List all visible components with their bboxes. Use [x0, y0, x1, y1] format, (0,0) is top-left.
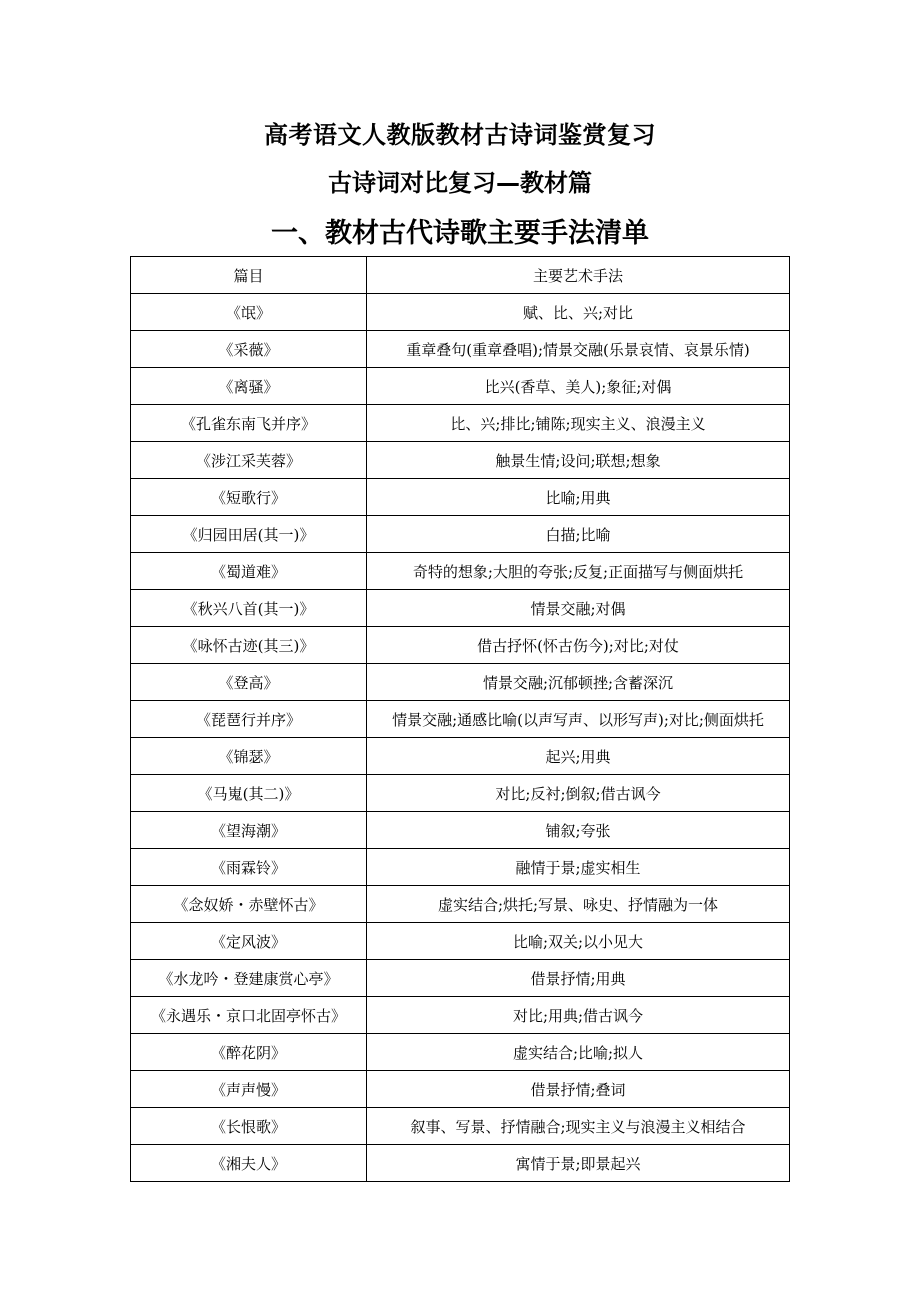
table-row: [131, 1071, 790, 1108]
table-row: [131, 516, 790, 553]
poem-title-cell: 《念奴娇・赤壁怀古》: [131, 886, 367, 923]
table-row: [131, 664, 790, 701]
table-row: [131, 997, 790, 1034]
poem-title-cell: 《涉江采芙蓉》: [131, 442, 367, 479]
technique-cell: 比喻;双关;以小见大: [367, 923, 790, 960]
poem-title-cell: 《登高》: [131, 664, 367, 701]
technique-cell: 重章叠句(重章叠唱);情景交融(乐景哀情、哀景乐情): [367, 331, 790, 368]
title-block: [0, 112, 920, 258]
technique-cell: 寓情于景;即景起兴: [367, 1145, 790, 1182]
table-row: [131, 1034, 790, 1071]
poem-title-cell: 《长恨歌》: [131, 1108, 367, 1145]
section-heading: 一、教材古代诗歌主要手法清单: [271, 218, 649, 249]
technique-cell: 比喻;用典: [367, 479, 790, 516]
document-title: 高考语文人教版教材古诗词鉴赏复习: [264, 121, 656, 149]
technique-cell: 对比;反衬;倒叙;借古讽今: [367, 775, 790, 812]
table-row: [131, 368, 790, 405]
poem-title-cell: 《琵琶行并序》: [131, 701, 367, 738]
poem-title-cell: 《声声慢》: [131, 1071, 367, 1108]
poem-title-cell: 《望海潮》: [131, 812, 367, 849]
poem-title-cell: 《定风波》: [131, 923, 367, 960]
technique-cell: 借景抒情;用典: [367, 960, 790, 997]
table-row: [131, 590, 790, 627]
table-row: [131, 1145, 790, 1182]
technique-cell: 情景交融;通感比喻(以声写声、以形写声);对比;侧面烘托: [367, 701, 790, 738]
header-cell-technique: 主要艺术手法: [367, 257, 790, 294]
table-row: [131, 553, 790, 590]
technique-cell: 借景抒情;叠词: [367, 1071, 790, 1108]
poem-title-cell: 《湘夫人》: [131, 1145, 367, 1182]
poem-title-cell: 《氓》: [131, 294, 367, 331]
technique-cell: 叙事、写景、抒情融合;现实主义与浪漫主义相结合: [367, 1108, 790, 1145]
technique-cell: 情景交融;沉郁顿挫;含蓄深沉: [367, 664, 790, 701]
poem-title-cell: 《锦瑟》: [131, 738, 367, 775]
poem-title-cell: 《孔雀东南飞并序》: [131, 405, 367, 442]
table-row: [131, 701, 790, 738]
table-row: [131, 479, 790, 516]
table-row: [131, 405, 790, 442]
table-row: [131, 1108, 790, 1145]
table-header-row: [131, 257, 790, 294]
table-row: [131, 849, 790, 886]
technique-cell: 对比;用典;借古讽今: [367, 997, 790, 1034]
technique-cell: 触景生情;设问;联想;想象: [367, 442, 790, 479]
technique-cell: 白描;比喻: [367, 516, 790, 553]
techniques-table: [130, 256, 790, 1182]
table-body: [131, 257, 790, 1182]
table-row: [131, 960, 790, 997]
technique-cell: 融情于景;虚实相生: [367, 849, 790, 886]
header-cell-title: 篇目: [131, 257, 367, 294]
technique-cell: 赋、比、兴;对比: [367, 294, 790, 331]
technique-cell: 比、兴;排比;铺陈;现实主义、浪漫主义: [367, 405, 790, 442]
technique-cell: 铺叙;夸张: [367, 812, 790, 849]
table-row: [131, 294, 790, 331]
poem-title-cell: 《离骚》: [131, 368, 367, 405]
document-subtitle: 古诗词对比复习—教材篇: [328, 169, 592, 197]
poem-title-cell: 《永遇乐・京口北固亭怀古》: [131, 997, 367, 1034]
poem-title-cell: 《短歌行》: [131, 479, 367, 516]
technique-cell: 起兴;用典: [367, 738, 790, 775]
table-row: [131, 812, 790, 849]
poem-title-cell: 《采薇》: [131, 331, 367, 368]
table-row: [131, 331, 790, 368]
poem-title-cell: 《水龙吟・登建康赏心亭》: [131, 960, 367, 997]
technique-cell: 虚实结合;比喻;拟人: [367, 1034, 790, 1071]
poem-title-cell: 《咏怀古迹(其三)》: [131, 627, 367, 664]
table-row: [131, 775, 790, 812]
technique-cell: 比兴(香草、美人);象征;对偶: [367, 368, 790, 405]
technique-cell: 借古抒怀(怀古伤今);对比;对仗: [367, 627, 790, 664]
technique-cell: 情景交融;对偶: [367, 590, 790, 627]
table-row: [131, 886, 790, 923]
technique-cell: 虚实结合;烘托;写景、咏史、抒情融为一体: [367, 886, 790, 923]
table-row: [131, 627, 790, 664]
poem-title-cell: 《醉花阴》: [131, 1034, 367, 1071]
table-row: [131, 442, 790, 479]
poem-title-cell: 《归园田居(其一)》: [131, 516, 367, 553]
poem-title-cell: 《蜀道难》: [131, 553, 367, 590]
poem-title-cell: 《秋兴八首(其一)》: [131, 590, 367, 627]
table-row: [131, 923, 790, 960]
table-row: [131, 738, 790, 775]
poem-title-cell: 《马嵬(其二)》: [131, 775, 367, 812]
technique-cell: 奇特的想象;大胆的夸张;反复;正面描写与侧面烘托: [367, 553, 790, 590]
poem-title-cell: 《雨霖铃》: [131, 849, 367, 886]
